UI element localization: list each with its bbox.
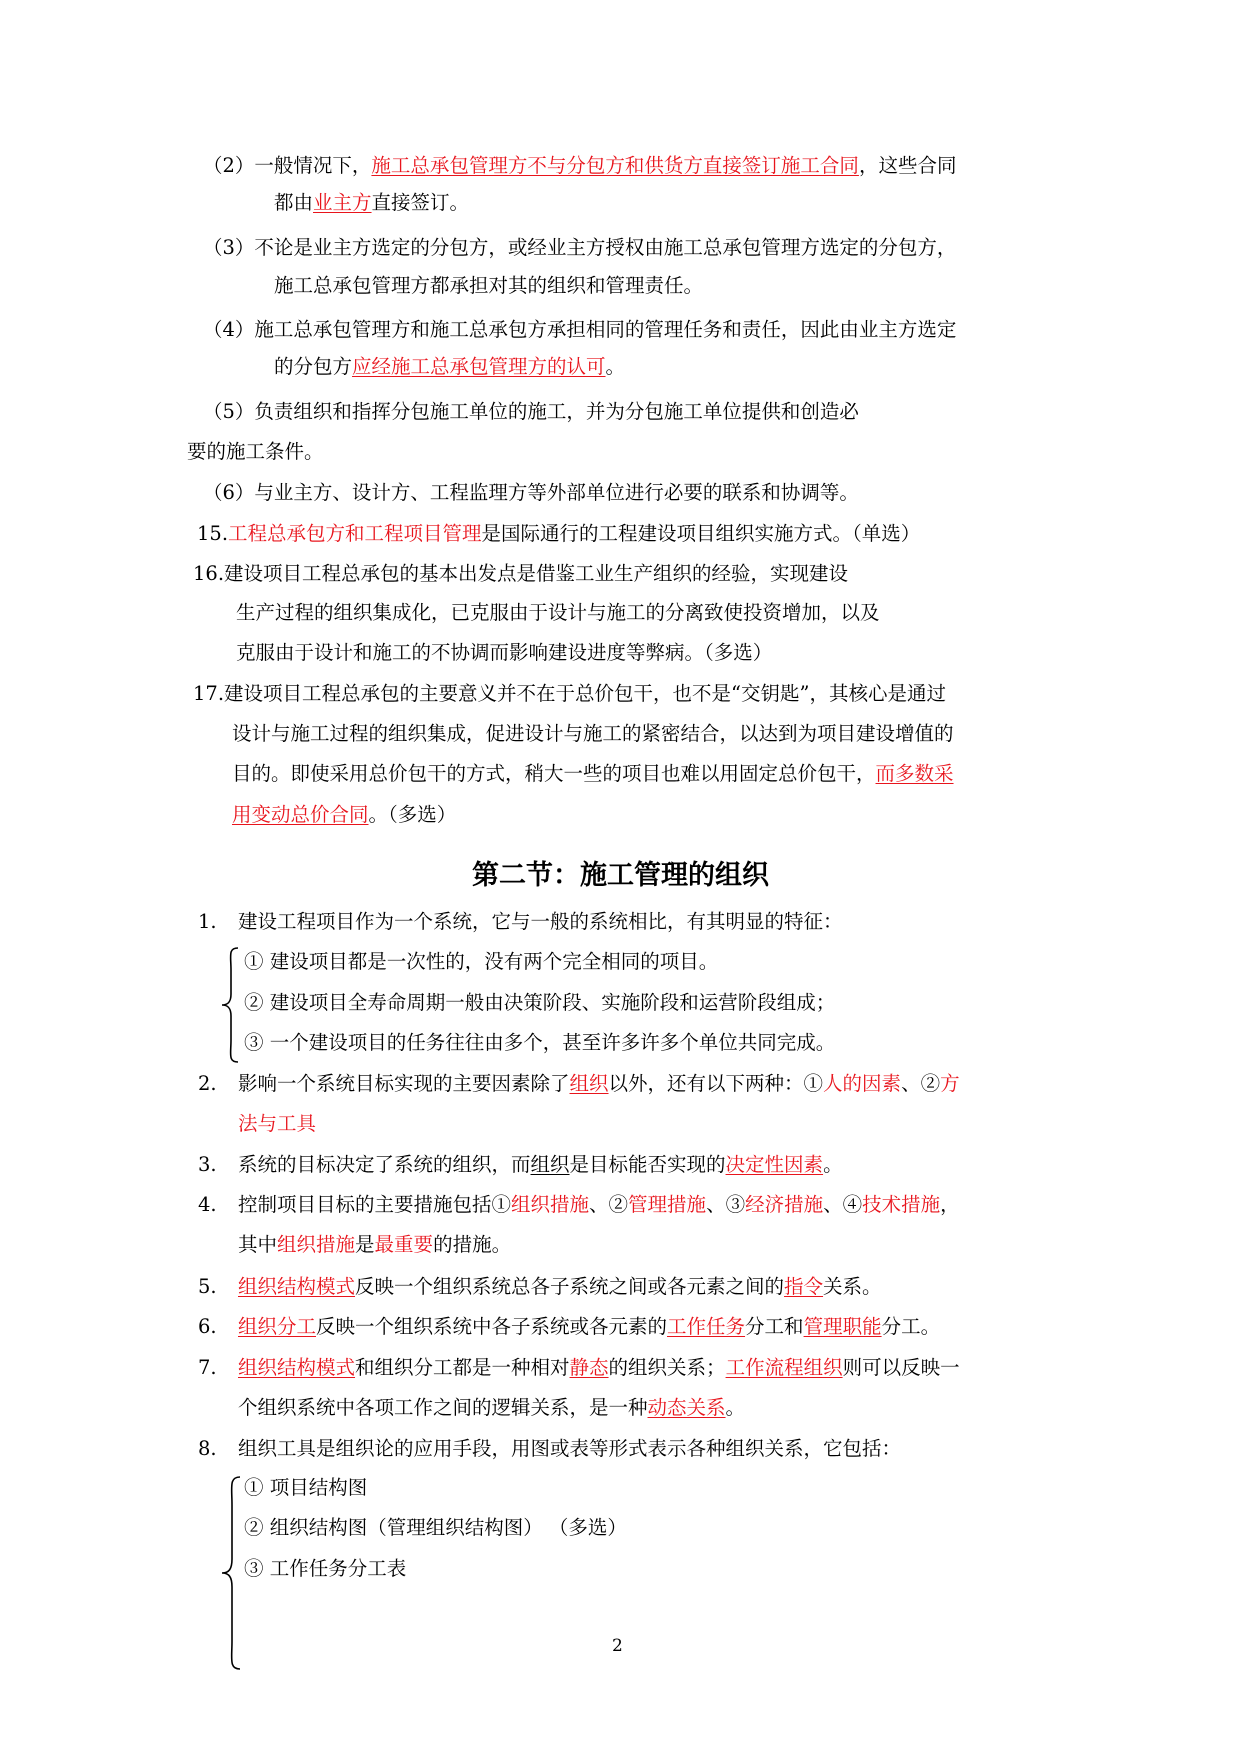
emphasis-text: 动态关系 [647, 1396, 726, 1419]
s7-line-2: 个组织系统中各项工作之间的逻辑关系，是一种动态关系。 [238, 1396, 746, 1419]
item-2-line-1: （2）一般情况下，施工总承包管理方不与分包方和供货方直接签订施工合同，这些合同 [203, 154, 957, 177]
item-6: （6）与业主方、设计方、工程监理方等外部单位进行必要的联系和协调等。 [203, 481, 859, 504]
emphasis-text: 工作流程组织 [725, 1356, 843, 1379]
question-17-line-4: 用变动总价合同。（多选） [232, 803, 457, 826]
s2-num: 2. [198, 1072, 217, 1095]
emphasis-text: 业主方 [313, 191, 372, 214]
s1-sub-2: ② 建设项目全寿命周期一般由决策阶段、实施阶段和运营阶段组成； [244, 991, 836, 1014]
emphasis-text: 人的因素 [823, 1072, 902, 1095]
left-brace-icon [220, 946, 240, 1064]
s7-line-1: 组织结构模式和组织分工都是一种相对静态的组织关系；工作流程组织则可以反映一 [238, 1356, 960, 1379]
emphasis-text: 技术措施 [862, 1193, 941, 1216]
question-16-line-2: 生产过程的组织集成化，已克服由于设计与施工的分离致使投资增加，以及 [236, 601, 880, 624]
emphasis-text: 工程总承包方和工程项目管理 [228, 522, 482, 545]
emphasis-text: 方 [940, 1072, 960, 1095]
s1-sub-1: ① 建设项目都是一次性的，没有两个完全相同的项目。 [244, 950, 719, 973]
item-4-line-2: 的分包方应经施工总承包管理方的认可。 [274, 355, 626, 378]
s4-num: 4. [198, 1193, 217, 1216]
underlined-text: 组织 [530, 1153, 570, 1176]
s4-line-1: 控制项目目标的主要措施包括①组织措施、②管理措施、③经济措施、④技术措施， [238, 1193, 960, 1216]
s8-sub-1: ① 项目结构图 [244, 1476, 368, 1499]
emphasis-text: 组织措施 [277, 1233, 356, 1256]
emphasis-text: 组织分工 [238, 1315, 317, 1338]
item-5-line-2: 要的施工条件。 [187, 440, 324, 463]
item-4-line-1: （4）施工总承包管理方和施工总承包方承担相同的管理任务和责任，因此由业主方选定 [203, 318, 957, 341]
item-3-line-1: （3）不论是业主方选定的分包方，或经业主方授权由施工总承包管理方选定的分包方， [203, 236, 957, 259]
item-5-line-1: （5）负责组织和指挥分包施工单位的施工，并为分包施工单位提供和创造必 [203, 400, 859, 423]
s8-num: 8. [198, 1437, 217, 1460]
question-17-line-3: 目的。即使采用总价包干的方式，稍大一些的项目也难以用固定总价包干，而多数采 [232, 762, 954, 785]
emphasis-text: 指令 [784, 1275, 824, 1298]
page-number: 2 [612, 1636, 623, 1656]
item-3-line-2: 施工总承包管理方都承担对其的组织和管理责任。 [274, 274, 704, 297]
emphasis-text: 应经施工总承包管理方的认可 [352, 355, 606, 378]
s2-line-2: 法与工具 [238, 1112, 317, 1135]
emphasis-text: 组织 [569, 1072, 609, 1095]
s5-line: 组织结构模式反映一个组织系统总各子系统之间或各元素之间的指令关系。 [238, 1275, 882, 1298]
emphasis-text: 管理措施 [628, 1193, 707, 1216]
emphasis-text: 施工总承包管理方不与分包方和供货方直接签订施工合同 [371, 154, 859, 177]
question-17-line-1: 17.建设项目工程总承包的主要意义并不在于总价包干，也不是“交钥匙”，其核心是通过 [193, 682, 946, 705]
emphasis-text: 组织结构模式 [238, 1275, 356, 1298]
s1-sub-3: ③ 一个建设项目的任务往往由多个，甚至许多许多个单位共同完成。 [244, 1031, 836, 1054]
emphasis-text: 静态 [569, 1356, 609, 1379]
s1-text: 建设工程项目作为一个系统，它与一般的系统相比，有其明显的特征： [238, 910, 843, 933]
item-2-line-2: 都由业主方直接签订。 [274, 191, 470, 214]
s4-line-2: 其中组织措施是最重要的措施。 [238, 1233, 512, 1256]
s8-text: 组织工具是组织论的应用手段，用图或表等形式表示各种组织关系，它包括： [238, 1437, 902, 1460]
s6-line: 组织分工反映一个组织系统中各子系统或各元素的工作任务分工和管理职能分工。 [238, 1315, 941, 1338]
emphasis-text: 工作任务 [667, 1315, 746, 1338]
emphasis-text: 而多数采 [875, 762, 954, 785]
s3-num: 3. [198, 1153, 217, 1176]
emphasis-text: 经济措施 [745, 1193, 824, 1216]
emphasis-text: 管理职能 [803, 1315, 882, 1338]
s5-num: 5. [198, 1275, 217, 1298]
question-16-line-3: 克服由于设计和施工的不协调而影响建设进度等弊病。（多选） [236, 641, 773, 664]
question-17-line-2: 设计与施工过程的组织集成，促进设计与施工的紧密结合，以达到为项目建设增值的 [232, 722, 954, 745]
s1-num: 1. [198, 910, 217, 933]
emphasis-text: 最重要 [374, 1233, 434, 1256]
s2-line-1: 影响一个系统目标实现的主要因素除了组织以外，还有以下两种：①人的因素、②方 [238, 1072, 960, 1095]
question-15: 15.工程总承包方和工程项目管理是国际通行的工程建设项目组织实施方式。（单选） [197, 522, 921, 545]
s8-sub-3: ③ 工作任务分工表 [244, 1557, 407, 1580]
emphasis-text: 组织结构模式 [238, 1356, 356, 1379]
s8-sub-2: ② 组织结构图（管理组织结构图） （多选） [244, 1516, 627, 1539]
question-16-line-1: 16.建设项目工程总承包的基本出发点是借鉴工业生产组织的经验，实现建设 [193, 562, 849, 585]
section-heading: 第二节：施工管理的组织 [472, 860, 769, 891]
s7-num: 7. [198, 1356, 217, 1379]
s6-num: 6. [198, 1315, 217, 1338]
left-brace-icon [220, 1475, 242, 1671]
emphasis-text: 用变动总价合同 [232, 803, 369, 826]
emphasis-text: 组织措施 [511, 1193, 590, 1216]
s3-line: 系统的目标决定了系统的组织，而组织是目标能否实现的决定性因素。 [238, 1153, 843, 1176]
emphasis-text: 决定性因素 [725, 1153, 824, 1176]
